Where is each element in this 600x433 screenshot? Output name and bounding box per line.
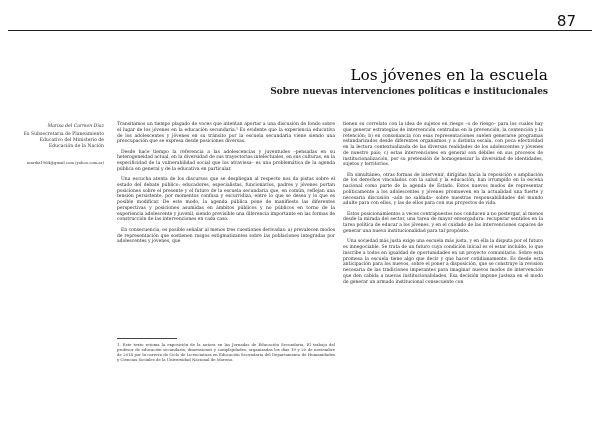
paragraph: En consecuencia, es posible señalar al menos tres cuestiones derivadas: a) prevalecen modos de representación que sostienen rasgos estigmatizantes sobre las poblaciones integradas por adolescentes y jóvenes, que: [117, 227, 335, 245]
article-subtitle: Sobre nuevas intervenciones políticas e institucionales: [270, 87, 548, 97]
footnote: 1. Este texto retoma la exposición de la autora en las Jornadas de Educación Secundaria, El trabajo del profesor de educación secundaria, dimensiones y complejidades, organizadas los días 19 y 20 de noviembre de 2014 por la carrera de Ciclo de Licenciatura en Educación Secundaria del Departamento de Humanidades y Ciencias Sociales de la Universidad Nacional de Moreno.: [117, 342, 335, 362]
text-column-right: [343, 122, 543, 290]
author-name: Marisa del Carmen Díaz: [47, 124, 104, 129]
author-affiliation: Ex Subsecretaria de Planeamiento Educativo del Ministerio de Educación de la Nación: [23, 132, 104, 149]
author-email[interactable]: mardia1964@gmail.com (yahoo.com.ar): [26, 160, 104, 165]
page-number: 87: [556, 12, 576, 30]
footnote-rule: [117, 338, 177, 339]
paragraph: Desde hace tiempo la referencia a las adolescencias y juventudes –pensadas en su heterogeneidad actual, en la diversidad de sus trayectorias intelectuales, en sus culturas, en la especificidad de la vulnerabilidad social que los atraviesa– es una problemática de la agenda pública en general y de la educativa en particular.: [117, 149, 335, 172]
header-rule: [8, 30, 592, 31]
text-column-left: [117, 122, 335, 250]
paragraph: En simultáneo, otras formas de intervenir, dirigidas hacia la reposición o ampliación de los derechos vinculados con la salud y la educación, han irrumpido en la escena nacional como parte de la agenda de Estado. Estos nuevos modos de representar políticamente a los adolescentes y jóvenes promueven en la actualidad una fuerte y necesaria discusión –aún no saldada– sobre nuestras responsabilidades del mundo adulto para con ellos, y las de ellos para con sus proyectos de vida.: [343, 172, 543, 207]
author-sidebar: [14, 124, 104, 166]
paragraph: Estos posicionamientos a veces contrapuestos nos conducen a no postergar, al menos desde la mirada del sector, una tarea de mayor envergadura: recuperar sentidos en la tarea política de educar a los jóvenes, y en el cuidado de las intervenciones capaces de generar una nueva institucionalidad para tal propósito.: [343, 211, 543, 234]
paragraph: tienen su correlato con la idea de sujetos en riesgo –o de riesgo– para los cuales hay que generar estrategias de intervención centradas en la prevención, la contención y la retención; b) en consonancia con esas representaciones suelen generarse programas estandarizados desde diferentes organismos y a distinta escala, con poca efectividad en la lectura contextualizada de las diversas realidades de los adolescentes y jóvenes de nuestro país; c) estas intervenciones en general son débiles en sus procesos de institucionalización, por su pretensión de homogeneizar la diversidad de identidades, sujetos y territorios.: [343, 122, 543, 168]
paragraph: Transitamos un tiempo plagado de voces que intentan aportar a una discusión de fondo sobre el lugar de los jóvenes en la educación secundaria.¹ Es evidente que la experiencia educativa de los adolescentes y jóvenes en su tránsito por la escuela secundaria viene siendo una preocupación que se expresa desde posiciones diversas.: [117, 122, 335, 145]
article-title: Los jóvenes en la escuela: [350, 66, 548, 84]
paragraph: Una sociedad más justa exige una escuela más justa, y en ella la disputa por el futuro es innegociable. Se trata de un futuro cuya condición inicial es el estar incluido, lo que inscribe a todos en igualdad de oportunidades en un proyecto comunitario. Sobre esta promesa la escuela tiene algo que decir y que hacer cotidianamente. Es desde esta anticipación para los nuevos, sobre el poner a disposición, que se construye la revisión necesaria de las tradiciones imperantes para imaginar nuevos modos de intervención que den cabida a nuevas institucionalidades. Esa decisión impone justeza en el modo de generar un armado institucional consecuente con: [343, 239, 543, 285]
paragraph: Una escucha atenta de los discursos que se despliegan al respecto nos da pistas sobre el estado del debate público: educadores, especialistas, funcionarios, padres y jóvenes portan posiciones sobre el presente y el futuro de la escuela secundaria que, en común, reflejan una tensión persistente, por momentos confusa y escurridiza, entre lo que se desea y lo que es posible modificar. De este modo, la agenda pública pone de manifiesto las diferentes perspectivas y posiciones asumidas en ámbitos públicos y no públicos en torno de la experiencia adolescente y juvenil, siendo previsible una diferencia importante en las formas de construcción de las intervenciones en cada caso.: [117, 177, 335, 223]
